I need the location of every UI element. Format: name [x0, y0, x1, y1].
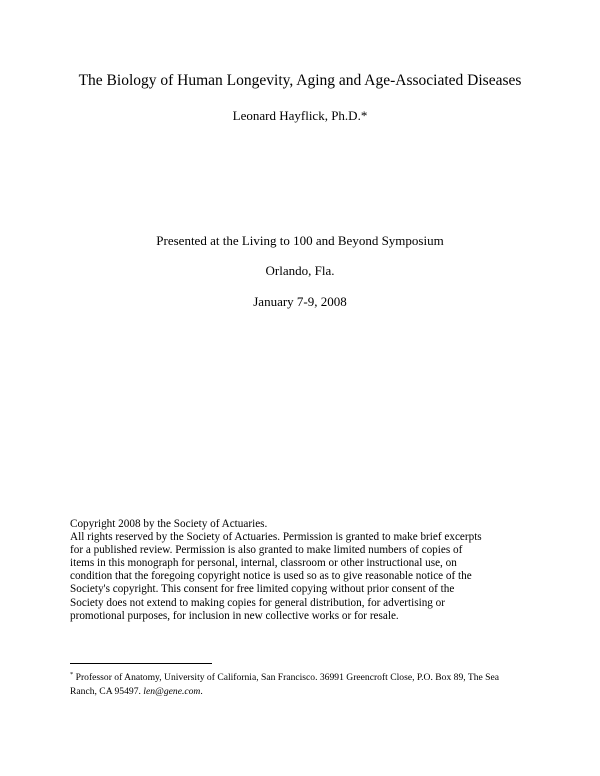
footnote-address: Ranch, CA 95497. [70, 686, 144, 697]
footnote-line-1 [70, 668, 540, 685]
presentation-date: January 7-9, 2008 [253, 294, 347, 309]
copyright-line: promotional purposes, for inclusion in new collective works or for resale. [70, 609, 399, 622]
copyright-line: Society's copyright. This consent for free limited copying without prior consent of the [70, 583, 455, 596]
presentation-venue: Presented at the Living to 100 and Beyond Symposium [156, 233, 444, 248]
footnote-affiliation: Professor of Anatomy, University of California, San Francisco. 36991 Greencroft Close, P.O. Box 89, The Sea [73, 672, 500, 683]
footnote-marker: * [70, 671, 74, 678]
copyright-line: items in this monograph for personal, internal, classroom or other instructional use, on [70, 557, 457, 570]
copyright-line: condition that the foregoing copyright notice is used so as to give reasonable notice of the [70, 570, 472, 583]
presentation-location: Orlando, Fla. [265, 263, 335, 278]
copyright-line: for a published review. Permission is also granted to make limited numbers of copies of [70, 544, 463, 557]
footnote-line-2 [70, 685, 540, 699]
footnote-separator [70, 663, 212, 664]
author-email-link[interactable]: len@gene.com [143, 686, 201, 697]
document-title: The Biology of Human Longevity, Aging and Age-Associated Diseases [78, 72, 522, 89]
copyright-line: Copyright 2008 by the Society of Actuaries. [70, 518, 268, 530]
author-footnote [70, 668, 540, 699]
author-name: Leonard Hayflick, Ph.D.* [232, 108, 368, 123]
copyright-line: Society does not extend to making copies for general distribution, for advertising or [70, 596, 446, 609]
copyright-notice [70, 518, 540, 623]
footnote-period: . [200, 686, 203, 697]
copyright-line: All rights reserved by the Society of Actuaries. Permission is granted to make brief excerpts [70, 531, 482, 544]
